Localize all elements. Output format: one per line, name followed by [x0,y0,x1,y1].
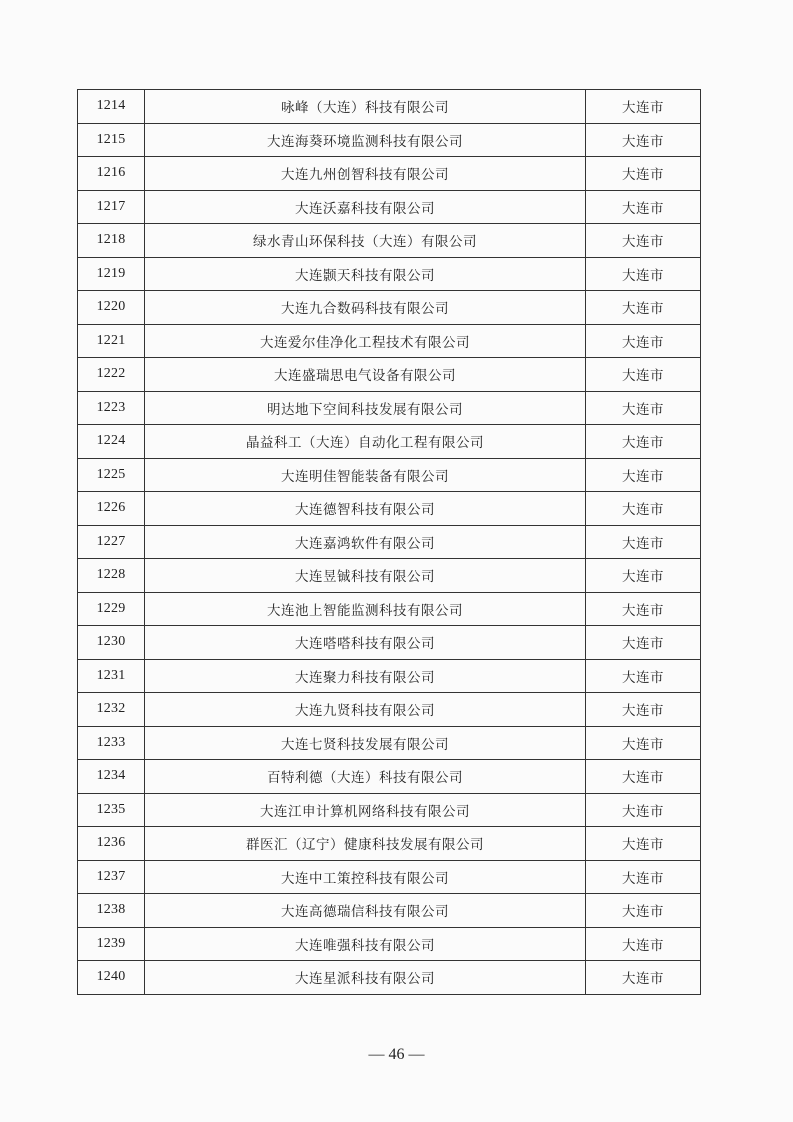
company-name: 大连爱尔佳净化工程技术有限公司 [145,324,586,358]
company-name: 大连聚力科技有限公司 [145,659,586,693]
row-number: 1218 [78,224,145,258]
row-number: 1219 [78,257,145,291]
row-number: 1229 [78,592,145,626]
company-name: 大连七贤科技发展有限公司 [145,726,586,760]
table-row [78,90,701,124]
city-name: 大连市 [586,90,701,124]
table-row [78,525,701,559]
city-name: 大连市 [586,559,701,593]
city-name: 大连市 [586,961,701,995]
table-row [78,492,701,526]
city-name: 大连市 [586,157,701,191]
row-number: 1214 [78,90,145,124]
row-number: 1238 [78,894,145,928]
city-name: 大连市 [586,458,701,492]
table-row [78,257,701,291]
city-name: 大连市 [586,492,701,526]
city-name: 大连市 [586,827,701,861]
company-name: 大连九合数码科技有限公司 [145,291,586,325]
table-row [78,291,701,325]
city-name: 大连市 [586,425,701,459]
company-name: 大连明佳智能装备有限公司 [145,458,586,492]
company-name: 大连沃嘉科技有限公司 [145,190,586,224]
table-row [78,693,701,727]
company-name: 大连昱铖科技有限公司 [145,559,586,593]
row-number: 1222 [78,358,145,392]
city-name: 大连市 [586,659,701,693]
city-name: 大连市 [586,592,701,626]
city-name: 大连市 [586,626,701,660]
table-row [78,726,701,760]
company-name: 明达地下空间科技发展有限公司 [145,391,586,425]
company-name: 大连江申计算机网络科技有限公司 [145,793,586,827]
table-row [78,123,701,157]
table-row [78,927,701,961]
city-name: 大连市 [586,324,701,358]
company-name: 群医汇（辽宁）健康科技发展有限公司 [145,827,586,861]
row-number: 1223 [78,391,145,425]
table-row [78,425,701,459]
row-number: 1240 [78,961,145,995]
table-row [78,659,701,693]
table-row [78,827,701,861]
row-number: 1216 [78,157,145,191]
table-row [78,592,701,626]
table-row [78,793,701,827]
city-name: 大连市 [586,123,701,157]
row-number: 1236 [78,827,145,861]
company-name: 百特利德（大连）科技有限公司 [145,760,586,794]
company-name: 大连九州创智科技有限公司 [145,157,586,191]
city-name: 大连市 [586,525,701,559]
row-number: 1226 [78,492,145,526]
city-name: 大连市 [586,894,701,928]
company-name: 大连九贤科技有限公司 [145,693,586,727]
table-row [78,358,701,392]
table-row [78,626,701,660]
row-number: 1235 [78,793,145,827]
city-name: 大连市 [586,860,701,894]
city-name: 大连市 [586,291,701,325]
row-number: 1224 [78,425,145,459]
table-row [78,860,701,894]
company-name: 大连唯强科技有限公司 [145,927,586,961]
table-row [78,559,701,593]
company-name: 大连星派科技有限公司 [145,961,586,995]
row-number: 1227 [78,525,145,559]
city-name: 大连市 [586,693,701,727]
row-number: 1215 [78,123,145,157]
table-row [78,391,701,425]
row-number: 1220 [78,291,145,325]
company-name: 大连颢天科技有限公司 [145,257,586,291]
table-row [78,760,701,794]
row-number: 1225 [78,458,145,492]
row-number: 1239 [78,927,145,961]
city-name: 大连市 [586,726,701,760]
company-name: 大连高德瑞信科技有限公司 [145,894,586,928]
company-name: 大连盛瑞思电气设备有限公司 [145,358,586,392]
table-row [78,458,701,492]
row-number: 1230 [78,626,145,660]
row-number: 1221 [78,324,145,358]
company-name: 晶益科工（大连）自动化工程有限公司 [145,425,586,459]
table-body [78,90,701,995]
row-number: 1233 [78,726,145,760]
table-row [78,190,701,224]
table-row [78,224,701,258]
company-name: 大连池上智能监测科技有限公司 [145,592,586,626]
city-name: 大连市 [586,224,701,258]
city-name: 大连市 [586,190,701,224]
company-name: 大连海葵环境监测科技有限公司 [145,123,586,157]
row-number: 1234 [78,760,145,794]
table-row [78,894,701,928]
city-name: 大连市 [586,760,701,794]
row-number: 1237 [78,860,145,894]
company-name: 咏峰（大连）科技有限公司 [145,90,586,124]
city-name: 大连市 [586,927,701,961]
page-number: — 46 — [368,1046,425,1063]
row-number: 1232 [78,693,145,727]
city-name: 大连市 [586,358,701,392]
company-name: 绿水青山环保科技（大连）有限公司 [145,224,586,258]
row-number: 1217 [78,190,145,224]
city-name: 大连市 [586,793,701,827]
city-name: 大连市 [586,257,701,291]
row-number: 1231 [78,659,145,693]
city-name: 大连市 [586,391,701,425]
table-row [78,324,701,358]
company-name: 大连嘉鸿软件有限公司 [145,525,586,559]
row-number: 1228 [78,559,145,593]
table-row [78,157,701,191]
company-name: 大连嗒嗒科技有限公司 [145,626,586,660]
company-name: 大连德智科技有限公司 [145,492,586,526]
table-row [78,961,701,995]
company-list-table [77,89,701,995]
company-name: 大连中工策控科技有限公司 [145,860,586,894]
